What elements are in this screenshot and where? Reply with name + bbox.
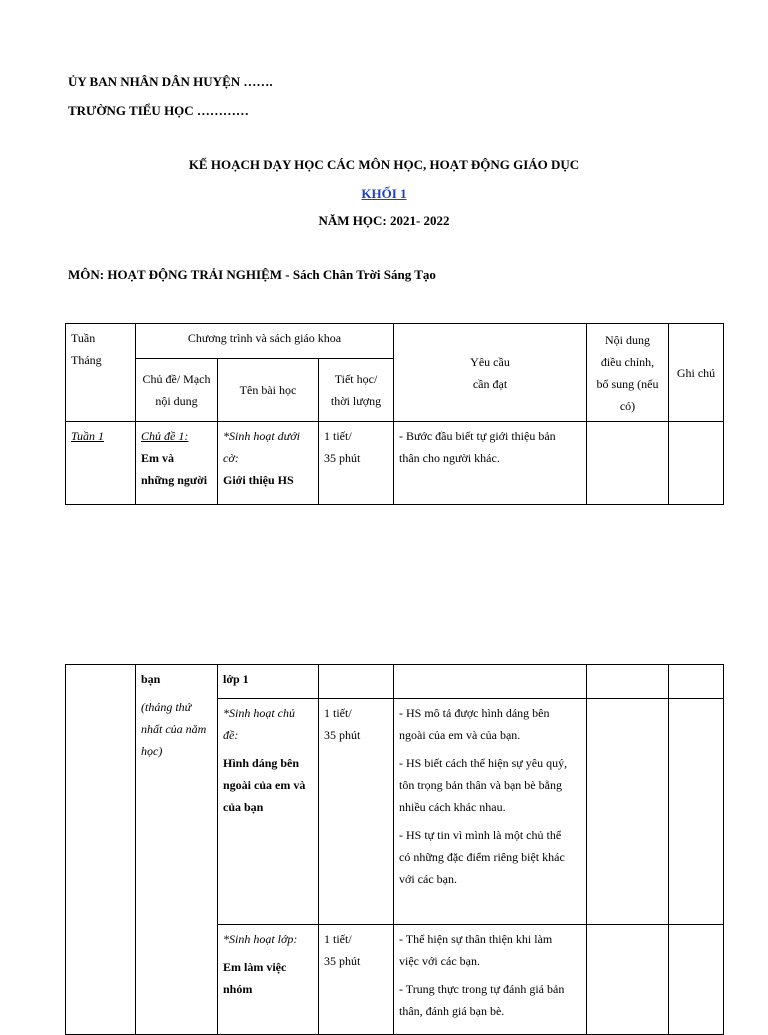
school-name: TRƯỜNG TIỂU HỌC ………… bbox=[68, 103, 249, 118]
note-cell bbox=[669, 699, 724, 925]
header-program: Chương trình và sách giáo khoa bbox=[136, 324, 394, 359]
note-cell bbox=[669, 665, 724, 699]
plan-table-continued bbox=[65, 664, 724, 1035]
note-cell bbox=[669, 925, 724, 1035]
header-week: Tuần Tháng bbox=[66, 324, 136, 422]
requirement-cell: - HS mô tả được hình dáng bên ngoài của em và của bạn. - HS biết cách thể hiện sự yêu quý, tôn trọng bản thân và bạn bè bằng nhiều cách khác nhau. - HS tự tin vì mình là một chủ thể có những đặc điểm riêng biệt khác với các bạn. bbox=[394, 699, 587, 925]
grade-link[interactable] bbox=[0, 186, 768, 202]
topic-cell: bạn (tháng thứ nhất của năm học) bbox=[136, 665, 218, 1035]
adjustment-cell bbox=[587, 925, 669, 1035]
header-requirement: Yêu cầu cần đạt bbox=[394, 324, 587, 422]
adjustment-cell bbox=[587, 665, 669, 699]
period-cell: 1 tiết/ 35 phút bbox=[319, 699, 394, 925]
plan-table bbox=[65, 323, 724, 505]
lesson-cell: *Sinh hoạt lớp: Em làm việc nhóm bbox=[218, 925, 319, 1035]
grade-link-text[interactable]: KHỐI 1 bbox=[361, 186, 407, 201]
header-period: Tiết học/ thời lượng bbox=[319, 359, 394, 422]
requirement-cell: - Thể hiện sự thân thiện khi làm việc với các bạn. - Trung thực trong tự đánh giá bản thân, đánh giá bạn bè. bbox=[394, 925, 587, 1035]
adjustment-cell bbox=[587, 699, 669, 925]
header-note: Ghi chú bbox=[669, 324, 724, 422]
period-cell: 1 tiết/ 35 phút bbox=[319, 925, 394, 1035]
week-cell: Tuần 1 bbox=[66, 422, 136, 505]
lesson-cell: lớp 1 bbox=[218, 665, 319, 699]
period-cell: 1 tiết/ 35 phút bbox=[319, 422, 394, 505]
lesson-cell: *Sinh hoạt chủ đề: Hình dáng bên ngoài của em và của bạn bbox=[218, 699, 319, 925]
lesson-cell: *Sinh hoạt dưới cờ: Giới thiệu HS bbox=[218, 422, 319, 505]
requirement-cell bbox=[394, 665, 587, 699]
adjustment-cell bbox=[587, 422, 669, 505]
week-cell bbox=[66, 665, 136, 1035]
table-row bbox=[66, 422, 724, 505]
requirement-cell: - Bước đầu biết tự giới thiệu bản thân cho người khác. bbox=[394, 422, 587, 505]
document-title: KẾ HOẠCH DẠY HỌC CÁC MÔN HỌC, HOẠT ĐỘNG GIÁO DỤC bbox=[188, 157, 580, 172]
header-lesson: Tên bài học bbox=[218, 359, 319, 422]
table-row bbox=[66, 665, 724, 699]
note-cell bbox=[669, 422, 724, 505]
header-adjustment: Nội dung điều chỉnh, bổ sung (nếu có) bbox=[587, 324, 669, 422]
period-cell bbox=[319, 665, 394, 699]
school-year: NĂM HỌC: 2021- 2022 bbox=[318, 213, 450, 228]
subject-line: MÔN: HOẠT ĐỘNG TRẢI NGHIỆM - Sách Chân Trời Sáng Tạo bbox=[68, 267, 436, 282]
topic-cell: Chủ đề 1: Em và những người bbox=[136, 422, 218, 505]
header-topic: Chủ đề/ Mạch nội dung bbox=[136, 359, 218, 422]
district-committee: ỦY BAN NHÂN DÂN HUYỆN ……. bbox=[68, 74, 273, 89]
